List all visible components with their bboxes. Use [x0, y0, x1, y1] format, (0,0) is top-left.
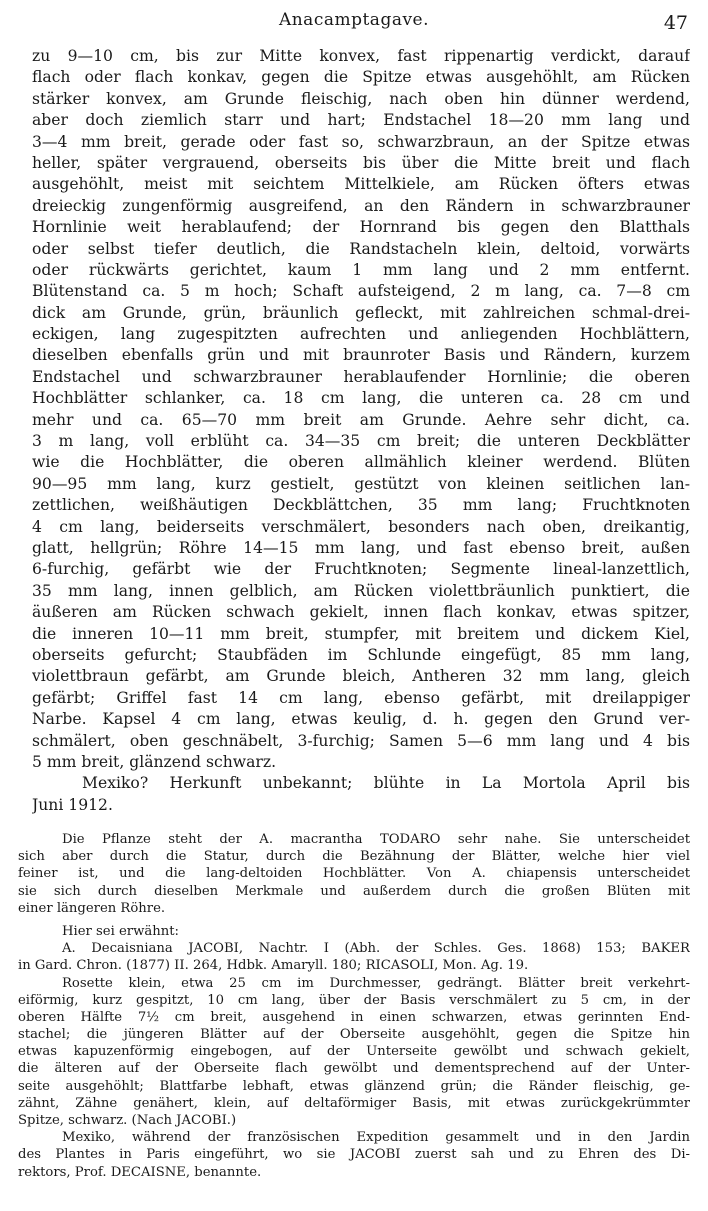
text-line: oder selbst tiefer deutlich, die Randstacheln klein, deltoid, vorwärts	[32, 239, 690, 258]
text-line: 35 mm lang, innen gelblich, am Rücken violettbräunlich punktiert, die	[32, 581, 690, 600]
small-print-notes	[18, 831, 690, 1181]
text-line: Rosette klein, etwa 25 cm im Durchmesser, gedrängt. Blätter breit verkehrt-	[62, 975, 690, 991]
text-line: einer längeren Röhre.	[18, 900, 166, 916]
text-line: 4 cm lang, beiderseits verschmälert, besonders nach oben, dreikantig,	[32, 517, 690, 536]
page-number: 47	[663, 12, 688, 34]
text-line: Juni 1912.	[32, 795, 113, 814]
text-line: Blütenstand ca. 5 m hoch; Schaft aufsteigend, 2 m lang, ca. 7—8 cm	[32, 282, 690, 301]
note-comparison	[18, 831, 690, 917]
text-line: zu 9—10 cm, bis zur Mitte konvex, fast rippenartig verdickt, darauf	[32, 47, 690, 65]
text-line: flach oder flach konkav, gegen die Spitze etwas ausgehöhlt, am Rücken	[32, 68, 690, 87]
text-line: stärker konvex, am Grunde fleischig, nach oben hin dünner werdend,	[32, 89, 690, 108]
text-line: feiner ist, und die lang-deltoiden Hochblätter. Von A. chiapensis unterscheidet	[18, 866, 690, 882]
text-line: 90—95 mm lang, kurz gestielt, gestützt von kleinen seitlichen lan-	[32, 474, 690, 493]
text-line: Hochblätter schlanker, ca. 18 cm lang, die unteren ca. 28 cm und	[32, 389, 690, 408]
text-line: ausgehöhlt, meist mit seichtem Mittelkiele, am Rücken öfters etwas	[32, 175, 690, 194]
text-line: äußeren am Rücken schwach gekielt, innen flach konkav, etwas spitzer,	[32, 603, 690, 622]
text-line: heller, später vergrauend, oberseits bis über die Mitte breit und flach	[32, 153, 690, 172]
text-line: 5 mm breit, glänzend schwarz.	[32, 752, 277, 771]
text-line: oberen Hälfte 7½ cm breit, ausgehend in einen schwarzen, etwas gerinnten End-	[18, 1009, 690, 1025]
text-line: 3 m lang, voll erblüht ca. 34—35 cm breit; die unteren Deckblätter	[32, 432, 690, 451]
text-line: violettbraun gefärbt, am Grunde bleich, Antheren 32 mm lang, gleich	[32, 667, 690, 686]
text-line: eiförmig, kurz gespitzt, 10 cm lang, über der Basis verschmälert zu 5 cm, in der	[18, 992, 690, 1008]
text-line: 6-furchig, gefärbt wie der Fruchtknoten; Segmente lineal-lanzettlich,	[32, 560, 690, 579]
text-line: Narbe. Kapsel 4 cm lang, etwas keulig, d. h. gegen den Grund ver-	[32, 710, 690, 729]
text-line: schmälert, oben geschnäbelt, 3-furchig; Samen 5—6 mm lang und 4 bis	[32, 731, 690, 750]
page-header	[20, 10, 688, 38]
text-line: mehr und ca. 65—70 mm breit am Grunde. Aehre sehr dicht, ca.	[32, 410, 690, 429]
text-line: Hier sei erwähnt:	[62, 923, 179, 939]
text-line: dieselben ebenfalls grün und mit braunroter Basis und Rändern, kurzem	[32, 346, 690, 365]
description-paragraph	[32, 46, 690, 773]
text-line: des Plantes in Paris eingeführt, wo sie JACOBI zuerst sah und zu Ehren des Di-	[18, 1147, 690, 1163]
text-line: oberseits gefurcht; Staubfäden im Schlunde eingefügt, 85 mm lang,	[32, 645, 690, 664]
text-line: Endstachel und schwarzbrauner herablaufender Hornlinie; die oberen	[32, 367, 690, 386]
text-line: Mexiko, während der französischen Expedition gesammelt und in den Jardin	[62, 1130, 690, 1146]
note-citation	[18, 940, 690, 974]
text-line: rektors, Prof. DECAISNE, benannte.	[18, 1164, 262, 1180]
habitat-paragraph	[32, 773, 690, 816]
text-line: A. Decaisniana JACOBI, Nachtr. I (Abh. der Schles. Ges. 1868) 153; BAKER	[62, 941, 690, 957]
note-description	[18, 975, 690, 1130]
text-line: Die Pflanze steht der A. macrantha TODARO sehr nahe. Sie unterscheidet	[62, 832, 690, 847]
text-line: eckigen, lang zugespitzten aufrechten und anliegenden Hochblättern,	[32, 325, 690, 344]
text-line: Spitze, schwarz. (Nach JACOBI.)	[18, 1113, 237, 1128]
text-line: dick am Grunde, grün, bräunlich gefleckt, mit zahlreichen schmal-drei-	[32, 303, 690, 322]
text-line: die älteren auf der Oberseite flach gewölbt und dementsprechend auf der Unter-	[18, 1061, 690, 1077]
text-line: gefärbt; Griffel fast 14 cm lang, ebenso gefärbt, mit dreilappiger	[32, 688, 690, 707]
text-line: dreieckig zungenförmig ausgreifend, an den Rändern in schwarzbrauner	[32, 196, 690, 215]
text-line: 3—4 mm breit, gerade oder fast so, schwarzbraun, an der Spitze etwas	[32, 132, 690, 151]
note-origin	[18, 1129, 690, 1181]
text-line: oder rückwärts gerichtet, kaum 1 mm lang und 2 mm entfernt.	[32, 260, 690, 279]
text-line: wie die Hochblätter, die oberen allmählich kleiner werdend. Blüten	[32, 453, 690, 472]
text-line: glatt, hellgrün; Röhre 14—15 mm lang, und fast ebenso breit, außen	[32, 538, 690, 557]
text-line: zettlichen, weißhäutigen Deckblättchen, 35 mm lang; Fruchtknoten	[32, 496, 690, 515]
text-line: stachel; die jüngeren Blätter auf der Oberseite ausgehöhlt, gegen die Spitze hin	[18, 1027, 690, 1043]
text-line: in Gard. Chron. (1877) II. 264, Hdbk. Amaryll. 180; RICASOLI, Mon. Ag. 19.	[18, 958, 529, 974]
text-line: zähnt, Zähne genähert, klein, auf deltaförmiger Basis, mit etwas zurückgekrümmter	[18, 1095, 690, 1111]
text-line: Hornlinie weit herablaufend; der Hornrand bis gegen den Blatthals	[32, 218, 690, 237]
text-line: etwas kapuzenförmig eingebogen, auf der Unterseite gewölbt und schwach gekielt,	[18, 1044, 690, 1060]
text-line: sich aber durch die Statur, durch die Bezähnung der Blätter, welche hier viel	[18, 849, 690, 865]
text-line: seite ausgehöhlt; Blattfarbe lebhaft, etwas glänzend grün; die Ränder fleischig, ge-	[18, 1078, 690, 1094]
text-line: aber doch ziemlich starr und hart; Endstachel 18—20 mm lang und	[32, 111, 690, 130]
text-line: Mexiko? Herkunft unbekannt; blühte in La Mortola April bis	[82, 774, 690, 793]
main-text	[32, 46, 690, 816]
text-line: sie sich durch dieselben Merkmale und außerdem durch die großen Blüten mit	[18, 883, 690, 899]
note-mention	[18, 923, 690, 940]
text-line: die inneren 10—11 mm breit, stumpfer, mit breitem und dickem Kiel,	[32, 624, 690, 643]
running-head: Anacamptagave.	[278, 10, 430, 30]
